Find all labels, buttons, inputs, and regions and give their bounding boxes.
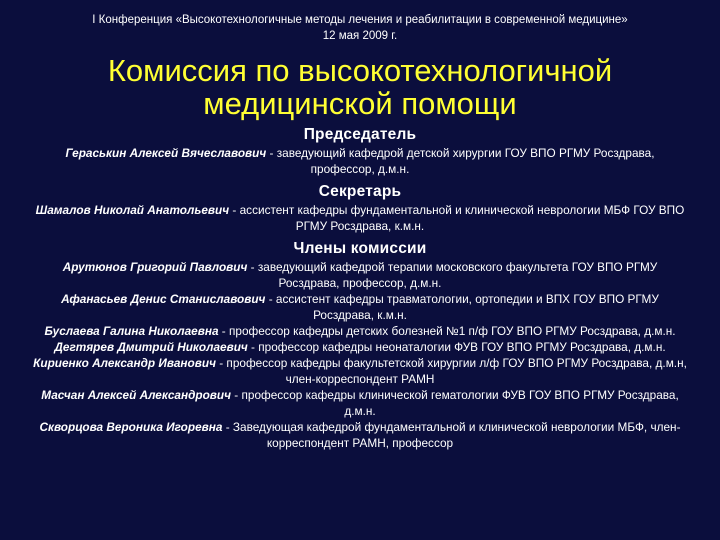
secretary-description: - ассистент кафедры фундаментальной и клинической неврологии МБФ ГОУ ВПО РГМУ Росздрава, к.м.н. [229,203,685,233]
member-description: - профессор кафедры факультетской хирургии л/ф ГОУ ВПО РГМУ Росздрава, д.м.н, член-корреспондент РАМН [215,356,687,386]
member-description: - профессор кафедры клинической гематологии ФУВ ГОУ ВПО РГМУ Росздрава, д.м.н. [231,388,679,418]
member-description: - заведующий кафедрой терапии московского факультета ГОУ ВПО РГМУ Росздрава, профессор, д.м.н. [247,260,658,290]
slide-title-line-1: Комиссия по высокотехнологичной [107,53,613,88]
member-entry [32,291,688,323]
member-entry [32,259,688,291]
member-name: Афанасьев Денис Станиславович [61,292,266,306]
chairman-entry [32,145,688,177]
member-description: - ассистент кафедры травматологии, ортопедии и ВПХ ГОУ ВПО РГМУ Росздрава, к.м.н. [265,292,659,322]
conference-date: 12 мая 2009 г. [322,30,398,42]
member-entry [32,419,688,451]
member-name: Арутюнов Григорий Павлович [62,260,248,274]
member-description: - профессор кафедры неонаталогии ФУВ ГОУ ВПО РГМУ Росздрава, д.м.н. [247,340,666,354]
members-list [32,259,688,451]
secretary-entry [32,202,688,234]
secretary-name: Шамалов Николай Анатольевич [35,203,230,217]
member-description: - профессор кафедры детских болезней №1 п/ф ГОУ ВПО РГМУ Росздрава, д.м.н. [218,324,676,338]
chairman-name: Гераськин Алексей Вячеславович [65,146,267,160]
member-name: Кириенко Александр Иванович [33,356,216,370]
chairman-description: - заведующий кафедрой детской хирургии ГОУ ВПО РГМУ Росздрава, профессор, д.м.н. [266,146,655,176]
member-name: Масчан Алексей Александрович [41,388,232,402]
member-name: Буслаева Галина Николаевна [44,324,219,338]
member-entry [32,339,688,355]
secretary-heading: Секретарь [318,183,402,200]
members-heading: Члены комиссии [293,240,427,257]
member-name: Дегтярев Дмитрий Николаевич [54,340,248,354]
member-entry [32,323,688,339]
slide-title [32,54,688,120]
member-name: Скворцова Вероника Игоревна [39,420,223,434]
member-entry [32,355,688,387]
member-entry [32,387,688,419]
conference-header [32,12,688,44]
slide-title-line-2: медицинской помощи [203,86,517,121]
member-description: - Заведующая кафедрой фундаментальной и клинической неврологии МБФ, член-корреспондент РАМН, профессор [222,420,681,450]
chairman-heading: Председатель [303,126,417,143]
conference-name: I Конференция «Высокотехнологичные методы лечения и реабилитации в современной медицине» [92,14,628,26]
